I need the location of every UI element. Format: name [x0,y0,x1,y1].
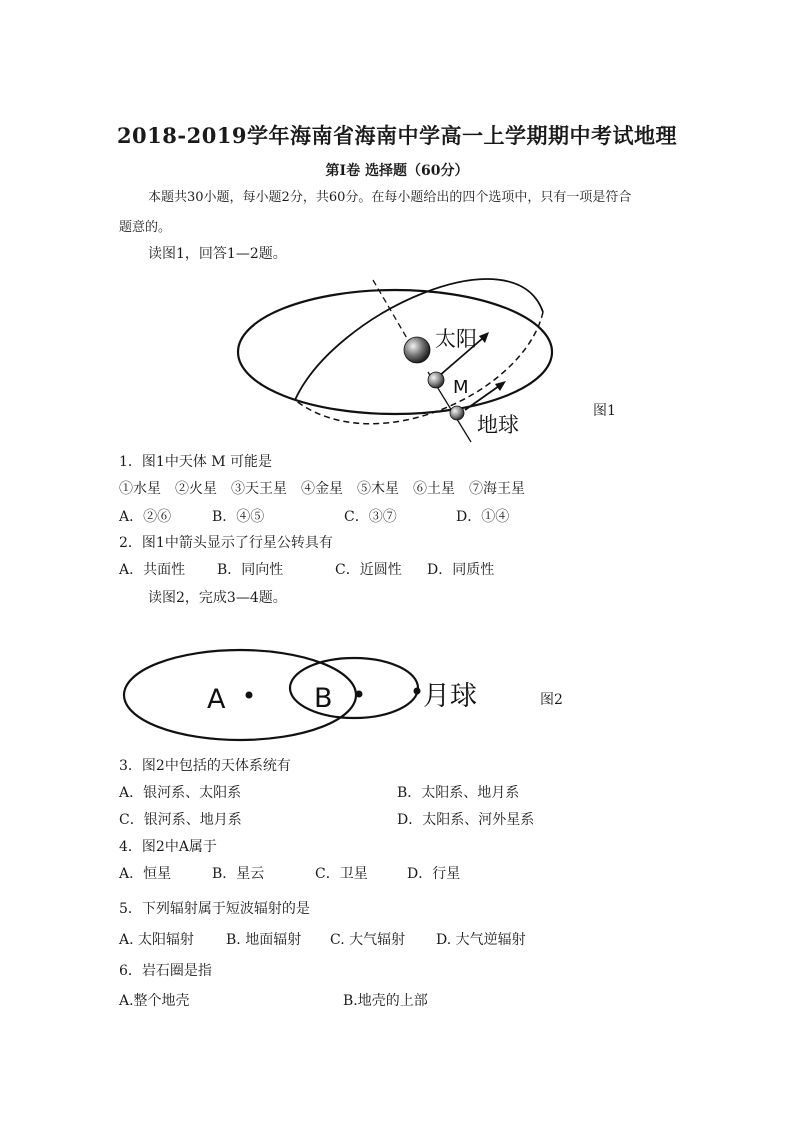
q4-option-a: A．恒星 [119,866,172,882]
q3-option-b: B．太阳系、地月系 [397,785,520,801]
q3-stem: 3．图2中包括的天体系统有 [119,758,291,774]
q2-option-a: A．共面性 [119,562,186,578]
page-title: 2018-2019学年海南省海南中学高一上学期期中考试地理 [116,123,678,148]
q4-stem: 4．图2中A属于 [119,839,217,855]
a-body-dot [246,692,253,699]
m-orbit-dashed-arc [295,312,543,424]
m-planet-body [428,372,444,388]
arrow-shaft-lower [465,386,499,410]
figure-2-caption: 图2 [540,692,563,708]
earth-body [450,406,464,420]
q1-option-d: D．①④ [456,509,510,525]
sun-label: 太阳 [435,327,477,351]
q1-option-a: A．②⑥ [119,509,172,525]
figure-2-system-diagram [118,645,498,755]
arrow-head-upper [479,332,489,343]
arrow-head-lower [495,381,506,391]
q2-option-b: B．同向性 [217,562,284,578]
earth-label: 地球 [477,413,519,437]
q2-option-d: D．同质性 [427,562,495,578]
intro-line-1: 本题共30小题，每小题2分，共60分。在每小题给出的四个选项中，只有一项是符合 [148,190,632,205]
figure-1-orbit-diagram [225,272,565,444]
m-label: M [453,377,469,398]
q3-option-d: D．太阳系、河外星系 [397,812,535,828]
q6-option-b: B.地壳的上部 [343,993,428,1009]
q3-option-a: A．银河系、太阳系 [119,785,242,801]
moon-body-dot [414,688,421,695]
q5-stem: 5．下列辐射属于短波辐射的是 [119,901,310,917]
q1-list: ①水星 ②火星 ③天王星 ④金星 ⑤木星 ⑥土星 ⑦海王星 [119,481,525,497]
q1-option-b: B．④⑤ [212,509,265,525]
q4-option-b: B．星云 [212,866,265,882]
q4-option-c: C．卫星 [315,866,368,882]
q2-option-c: C．近圆性 [335,562,402,578]
q1-stem: 1．图1中天体 M 可能是 [119,454,273,470]
q5-option-a: A. 太阳辐射 [119,932,195,948]
read-fig2-instruction: 读图2，完成3—4题。 [148,590,287,606]
a-label: A [207,684,226,715]
figure-1-caption: 图1 [593,403,616,419]
q3-option-c: C．银河系、地月系 [119,812,242,828]
b-label: B [314,683,333,714]
q5-option-d: D. 大气逆辐射 [436,932,526,948]
q6-option-a: A.整个地壳 [119,993,190,1009]
sun-body [404,337,430,363]
b-body-dot [356,691,363,698]
q5-option-b: B. 地面辐射 [226,932,302,948]
section-title: 第I卷 选择题（60分） [325,163,469,179]
q1-option-c: C．③⑦ [344,509,397,525]
q4-option-d: D．行星 [407,866,461,882]
earth-orbit-ellipse [238,290,552,414]
intro-line-2: 题意的。 [119,220,172,235]
read-fig1-instruction: 读图1，回答1—2题。 [148,246,287,262]
q2-stem: 2．图1中箭头显示了行星公转具有 [119,535,333,551]
q6-stem: 6．岩石圈是指 [119,963,212,979]
q5-option-c: C. 大气辐射 [330,932,406,948]
moon-label: 月球 [423,681,477,712]
